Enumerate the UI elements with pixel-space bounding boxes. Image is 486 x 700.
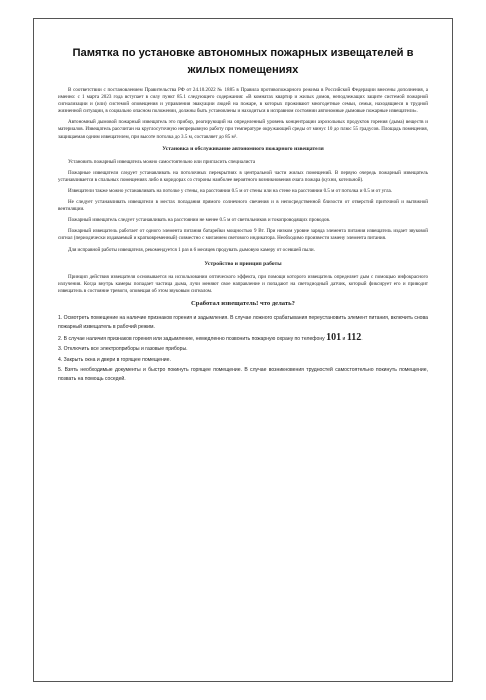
list-item: 4. Закрыть окна и двери в горящее помещение. (58, 356, 171, 363)
installation-paragraph: Для исправной работы извещателя, рекомендуется 1 раз в 6 месяцев продувать дымовую камеру от осевшей пыли. (68, 246, 315, 253)
phone-conjunction: и (342, 336, 346, 343)
installation-paragraph: Пожарные извещатели следует устанавливать на потолочных перекрытиях в центральной части жилых помещений. В первую очередь пожарный извещатель устанавливается в спальных помещениях либо в коридорах со стороны наиболее вероятного возникновения очага пожара (кухни, котельной). (58, 169, 428, 183)
section-heading-alarm: Сработал извещатель! что делать? (191, 299, 295, 307)
phone-number-112: 112 (346, 332, 362, 344)
phone-period: . (361, 336, 363, 343)
action-list (58, 314, 428, 384)
list-item: 3. Отключить все электроприборы и газовые приборы. (58, 346, 188, 353)
installation-paragraph: Пожарный извещатель работает от одного элемента питания батарейки мощностью 9 Вт. При низком уровне заряда элемента питания извещатель издает звуковой сигнал (периодически издаваемый и кратковременный) совместно с миганием светового индикатора. Необходимо произвести замену элемента питания. (58, 228, 428, 242)
section-heading-installation: Установка и обслуживание автономного пожарного извещателя (162, 145, 324, 152)
list-item: 5. Взять необходимые документы и быстро покинуть горящее помещение. В случае возникновения трудностей самостоятельно покинуть помещение, позвать на помощь соседей. (58, 366, 428, 383)
list-item (58, 333, 428, 344)
intro-paragraph: В соответствии с постановлением Правительства РФ от 24.10.2022 № 1885 в Правила противопожарного режима в Российской Федерации внесены дополнения, а именно: с 1 марта 2023 года вступает в силу пункт 85.1 следующего содержания: «В комнатах квартир и жилых домов, неподлежащих защите системой пожарной сигнализации и (или) системой оповещения и управления эвакуации людей на пожаре, в которых проживают многодетные семьи, семьи, находящиеся в трудной жизненной ситуации, в социально опасном положении, должны быть установлены и находиться в исправном состоянии автономные дымовые пожарные извещатели». (58, 87, 428, 115)
installation-paragraph: Установить пожарный извещатель можно самостоятельно или пригласить специалиста (68, 158, 256, 165)
memo-page (33, 18, 453, 682)
list-item-text: 2. В случае наличия признаков горения или задымление, немедленно позвонить пожарную охрану по телефону (58, 336, 325, 343)
intro-paragraph: Автономный дымовой пожарный извещатель это прибор, реагирующий на определенный уровень концентрации аэрозольных продуктов горения (дыма) веществ и материалов. Извещатель рассчитан на круглосуточную непрерывную работу при температуре окружающей среды от минус 10 до плюс 55 градусов. Площадь помещения, защищаемая одним извещателем, при высоте потолка до 3.5 м, составляет до 85 м². (58, 119, 428, 140)
principle-paragraph: Принцип действия извещателя основывается на использовании оптического эффекта, при помощи которого извещатель определяет дым с помощью инфокрасного излучения. Когда внутрь камеры попадает частица дыма, лучи меняют свое направление и попадают на светодиодный датчик, который фиксирует его и приводит извещатель в состояние тревоги, оповещая об этом звуковым сигналом. (58, 273, 428, 294)
page-title: Памятка по установке автономных пожарных извещателей в жилых помещениях (72, 47, 414, 76)
phone-number-101: 101 (326, 332, 342, 344)
list-item: 1. Осмотреть помещение на наличие признаков горения и задымления. В случае ложного срабатывания переустановить элемент питания, включить снова пожарный извещатель в рабочий режим. (58, 314, 428, 331)
section-heading-principle: Устройство и принцип работы (204, 260, 282, 267)
installation-paragraph: Пожарный извещатель следует устанавливать на расстоянии не менее 0.5 м от светильников и токопроводящих проводов. (68, 217, 331, 224)
installation-paragraph: Извещатели также можно устанавливать на потолке у стены, на расстоянии 0.5 м от стены или на стене на расстоянии 0.5 м от потолка и 0.5 м от угла. (68, 187, 392, 194)
installation-paragraph: Не следует устанавливать извещатели в местах попадания прямого солнечного свечения и в непосредственной близости от отверстий приточной и вытяжной вентиляции. (58, 199, 428, 213)
